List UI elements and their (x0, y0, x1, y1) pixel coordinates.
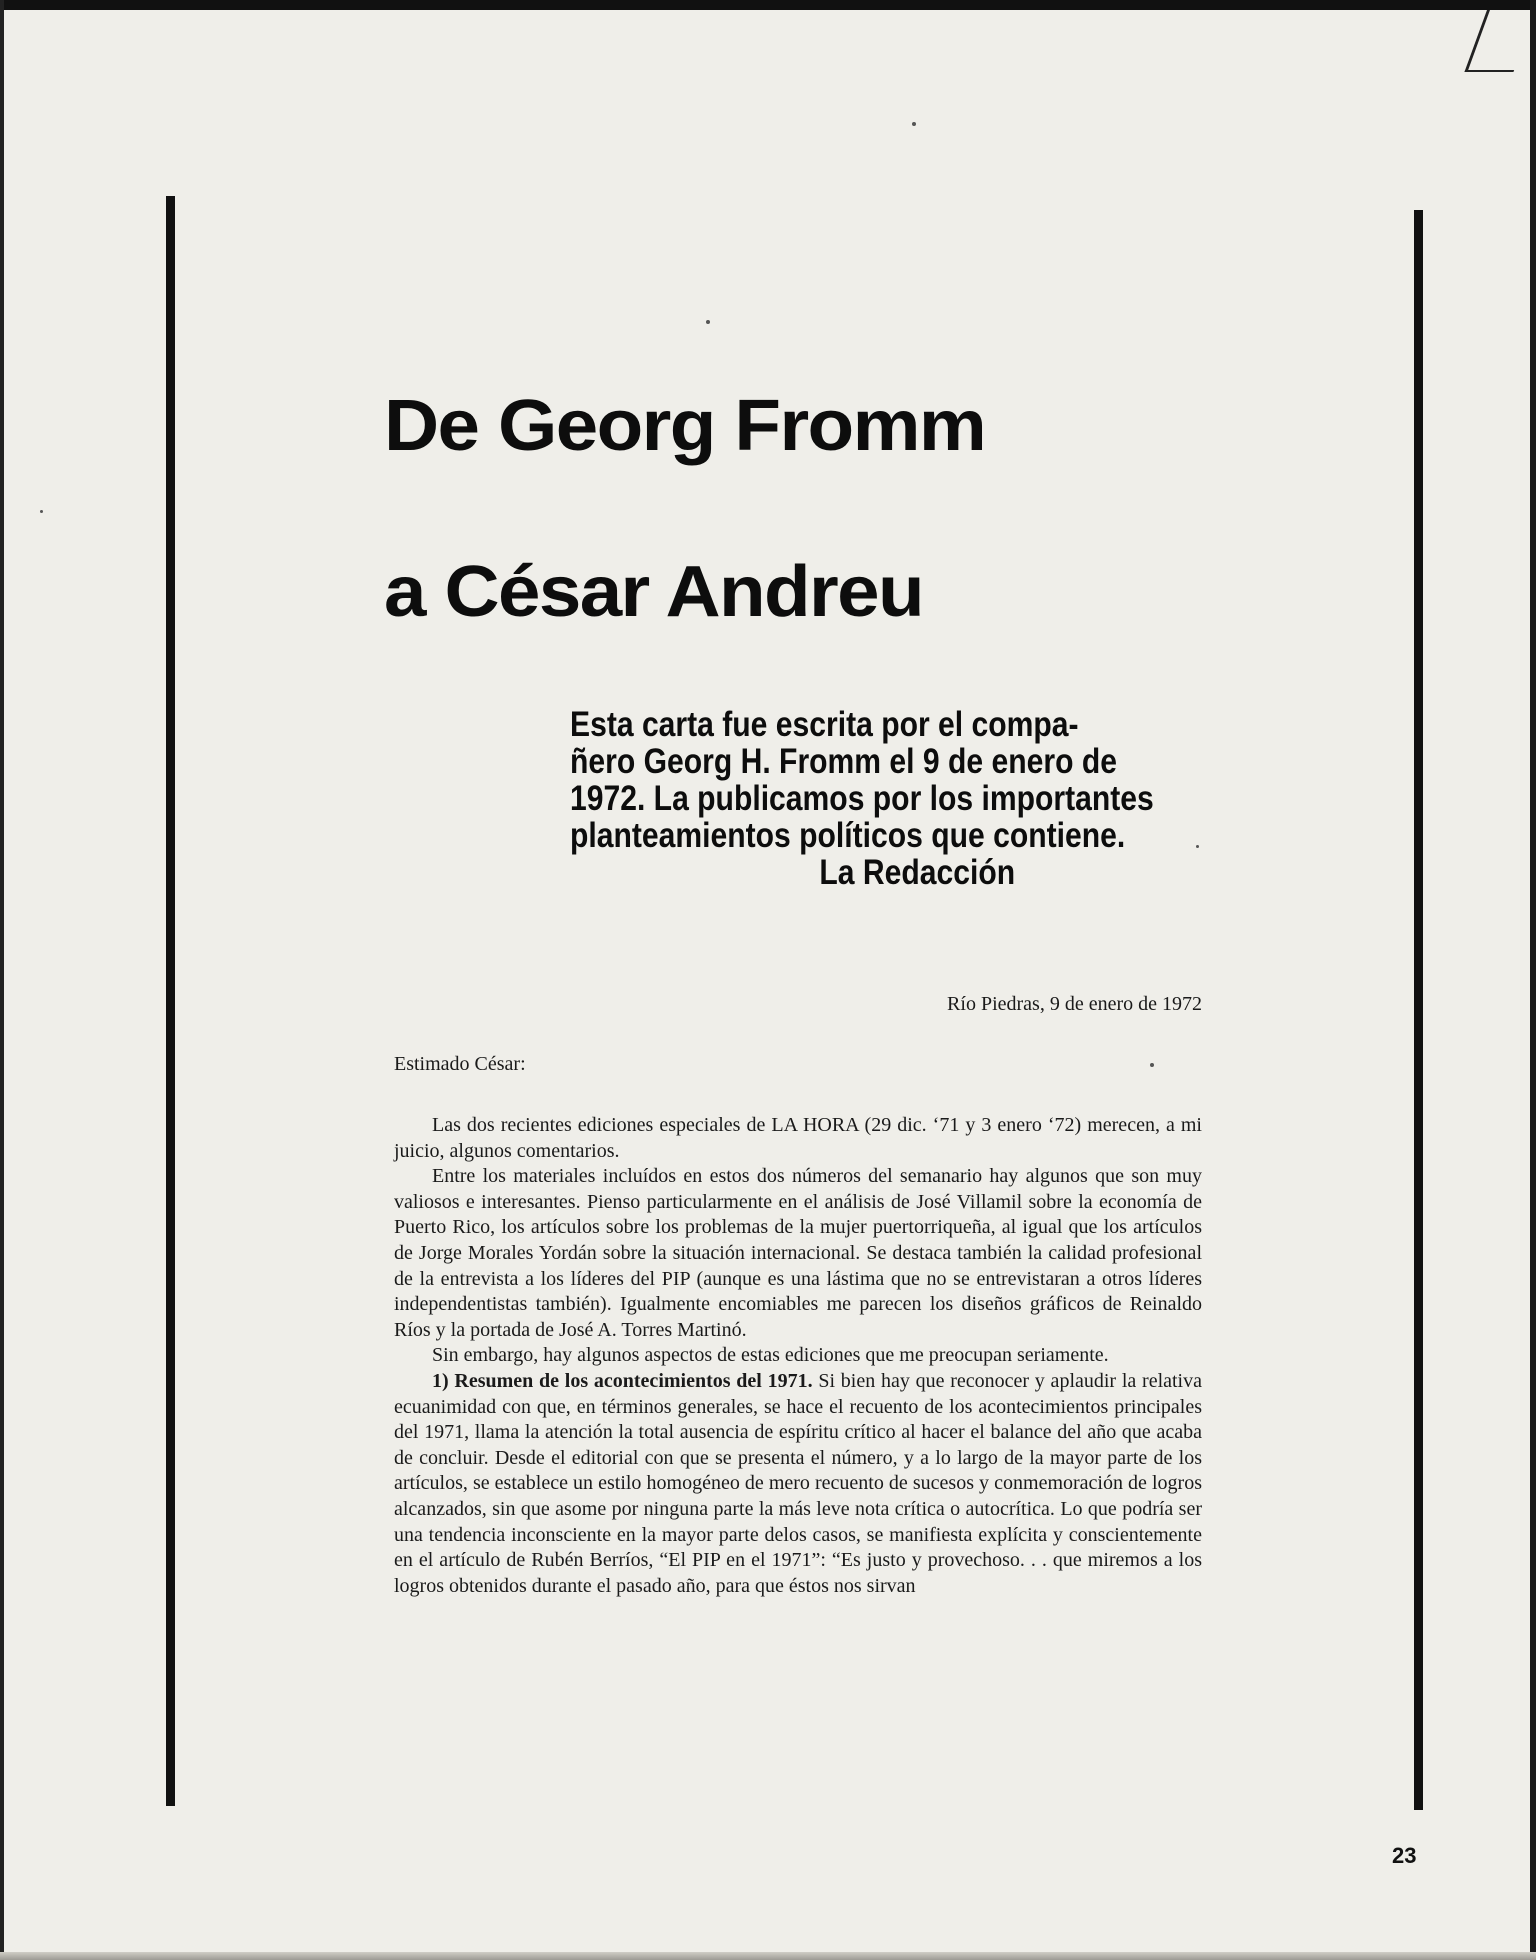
print-speck (1150, 1063, 1154, 1067)
print-speck (40, 510, 43, 513)
letter-dateline: Río Piedras, 9 de enero de 1972 (947, 993, 1202, 1015)
letter-body (394, 1113, 1202, 1599)
paragraph-text: Las dos recientes ediciones especiales de LA HORA (29 dic. ‘71 y 3 enero ‘72) merecen, a mi juicio, algunos comentarios. (394, 1114, 1202, 1162)
paragraph-text: Entre los materiales incluídos en estos dos números del semanario hay algunos que son muy valiosos e interesantes. Pienso particularmente en el análisis de José Villamil sobre la economía de Puerto Rico, los artículos sobre los problemas de la mujer puertorriqueña, al igual que los artículos de Jorge Morales Yordán sobre la situación internacional. Se destaca también la calidad profesional de la entrevista a los líderes del PIP (aunque es una lástima que no se entrevistaran a otros líderes independentistas también). Igualmente encomiables me parecen los diseños gráficos de Reinaldo Ríos y la portada de José A. Torres Martinó. (394, 1165, 1202, 1341)
intro-line: planteamientos políticos que contiene. (570, 816, 1126, 855)
intro-line: ñero Georg H. Fromm el 9 de enero de (570, 742, 1117, 781)
bottom-page-edge (0, 1952, 1536, 1960)
paragraph-text: Si bien hay que reconocer y aplaudir la relativa ecuanimidad con que, en términos generales, se hace el recuento de los acontecimientos principales del 1971, llama la atención la total ausencia de espíritu crítico al hacer el balance del año que acaba de concluir. Desde el editorial con que se presenta el número, y a lo largo de la mayor parte de los artículos, se establece un estilo homogéneo de mero recuento de sucesos y conmemoración de logros alcanzados, sin que asome por ninguna parte la más leve nota crítica o autocrítica. Lo que podría ser una tendencia inconsciente en la mayor parte delos casos, se manifiesta explícita y conscientemente en el artículo de Rubén Berríos, “El PIP en el 1971”: “Es justo y provechoso. . . que miremos a los logros obtenidos durante el pasado año, para que éstos nos sirvan (394, 1369, 1202, 1597)
paragraph-text: Sin embargo, hay algunos aspectos de estas ediciones que me preocupan seriamente. (432, 1344, 1109, 1367)
left-page-edge (0, 0, 4, 1960)
print-speck (1196, 845, 1199, 848)
letter-salutation: Estimado César: (394, 1053, 526, 1075)
corner-fold-mark (1464, 10, 1536, 72)
right-page-edge (1530, 0, 1536, 1960)
print-speck (912, 122, 916, 126)
page-number: 23 (1392, 1843, 1417, 1868)
right-vertical-rule (1414, 210, 1423, 1810)
body-paragraph (394, 1164, 1202, 1343)
article-title-line-2: a César Andreu (384, 552, 924, 632)
left-vertical-rule (166, 196, 175, 1806)
intro-signature: La Redacción (819, 853, 1016, 892)
editorial-intro (570, 705, 1154, 892)
section-heading: 1) Resumen de los acontecimientos del 1971. (432, 1369, 813, 1392)
body-paragraph (394, 1343, 1202, 1369)
top-border (0, 0, 1536, 10)
intro-line: 1972. La publicamos por los importantes (570, 779, 1154, 818)
print-speck (706, 320, 710, 324)
intro-line: Esta carta fue escrita por el compa- (570, 705, 1079, 744)
body-paragraph (394, 1113, 1202, 1164)
article-title-line-1: De Georg Fromm (384, 386, 986, 466)
body-paragraph (394, 1369, 1202, 1599)
